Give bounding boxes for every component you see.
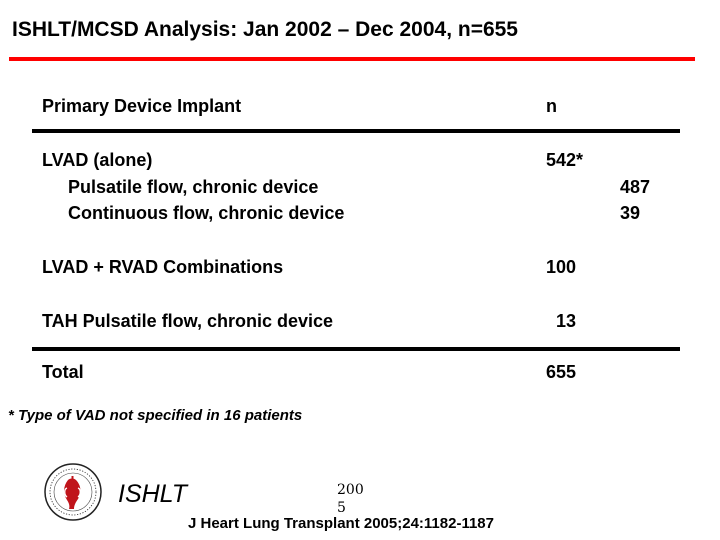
row-total-label: Total: [42, 362, 84, 382]
ishlt-seal-icon: [43, 462, 103, 522]
row-combo-label: LVAD + RVAD Combinations: [42, 257, 284, 277]
total-divider: [32, 347, 680, 351]
row-pulsatile-label: Pulsatile flow, chronic device: [68, 177, 319, 197]
row-combo-n: 100: [546, 257, 577, 277]
row-tah-label: TAH Pulsatile flow, chronic device: [42, 311, 334, 331]
row-pulsatile-n: 487: [620, 177, 651, 197]
page-title: ISHLT/MCSD Analysis: Jan 2002 – Dec 2004, n=655: [12, 18, 518, 41]
row-tah-n: 13: [556, 311, 577, 331]
journal-citation: J Heart Lung Transplant 2005;24:1182-1187: [188, 515, 494, 532]
column-header-n: n: [546, 96, 557, 116]
row-continuous-n: 39: [620, 203, 641, 223]
ishlt-brand: ISHLT: [118, 480, 187, 508]
row-lvad-label: LVAD (alone): [42, 150, 153, 170]
header-divider: [32, 129, 680, 133]
column-header-device: Primary Device Implant: [42, 96, 242, 116]
publication-year: 2005: [337, 482, 364, 516]
row-continuous-label: Continuous flow, chronic device: [68, 203, 345, 223]
row-total-n: 655: [546, 362, 577, 382]
row-lvad-n: 542*: [546, 150, 584, 170]
footnote: * Type of VAD not specified in 16 patients: [8, 407, 303, 424]
title-underline: [9, 57, 695, 61]
